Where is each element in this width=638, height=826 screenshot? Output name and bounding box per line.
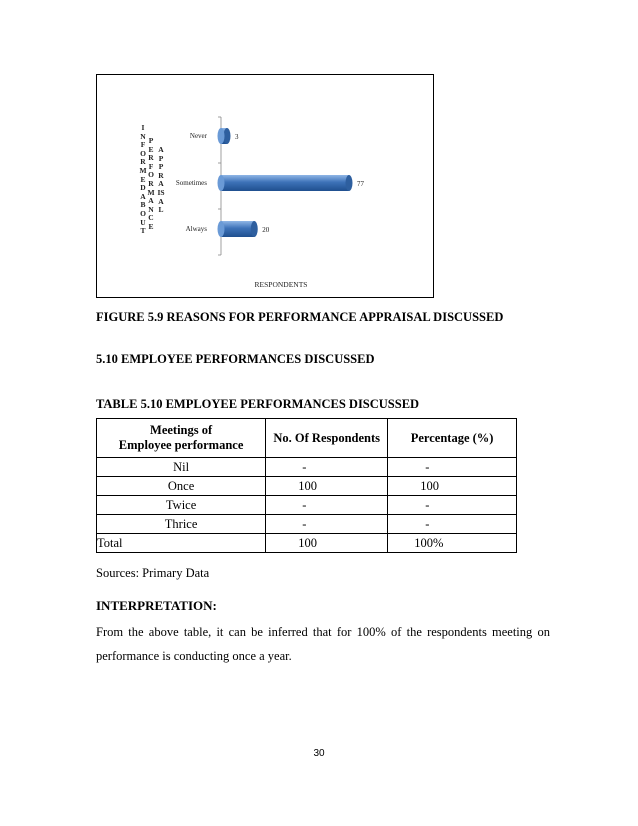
x-axis-title: RESPONDENTS xyxy=(254,280,308,289)
cell-respondents: - xyxy=(266,515,388,534)
data-label-never: 3 xyxy=(235,133,239,141)
cell-respondents: 100 xyxy=(266,477,388,496)
bar-base-sometimes xyxy=(218,175,225,191)
y-axis-title-inner-1: PERFORMANCE xyxy=(147,136,155,231)
table-row xyxy=(97,458,517,477)
bar-always xyxy=(221,221,254,237)
table-caption: TABLE 5.10 EMPLOYEE PERFORMANCES DISCUSSED xyxy=(96,397,420,411)
cell-percentage: 100 xyxy=(388,477,517,496)
figure-caption: FIGURE 5.9 REASONS FOR PERFORMANCE APPRAISAL DISCUSSED xyxy=(96,310,504,324)
header-meetings-text: Meetings of Employee performance xyxy=(118,423,244,452)
section-title: 5.10 EMPLOYEE PERFORMANCES DISCUSSED xyxy=(96,352,375,366)
cell-percentage: - xyxy=(388,496,517,515)
sources-note: Sources: Primary Data xyxy=(96,566,210,580)
header-meetings xyxy=(97,419,266,458)
category-label-always: Always xyxy=(185,225,207,233)
interpretation-title: INTERPRETATION: xyxy=(96,598,217,613)
bar-cap-never xyxy=(224,128,231,144)
header-respondents: No. Of Respondents xyxy=(266,419,388,458)
page-number: 30 xyxy=(313,748,325,759)
table-total-row xyxy=(97,534,517,553)
data-table xyxy=(96,418,517,553)
table-row xyxy=(97,477,517,496)
y-axis-title-inner-2: APPRAISAL xyxy=(157,145,165,215)
cell-total-respondents: 100 xyxy=(266,534,388,553)
bar-base-always xyxy=(218,221,225,237)
cell-percentage: - xyxy=(388,458,517,477)
cell-respondents: - xyxy=(266,496,388,515)
cell-respondents: - xyxy=(266,458,388,477)
y-axis-title-outer: INFORMED ABOUT xyxy=(139,123,147,236)
cell-meetings: Twice xyxy=(97,496,266,515)
cell-meetings: Nil xyxy=(97,458,266,477)
cell-percentage: - xyxy=(388,515,517,534)
table-row xyxy=(97,496,517,515)
table-header-row xyxy=(97,419,517,458)
cell-meetings: Thrice xyxy=(97,515,266,534)
cell-total-label: Total xyxy=(97,534,266,553)
table-row xyxy=(97,515,517,534)
bar-sometimes xyxy=(221,175,349,191)
category-label-never: Never xyxy=(189,132,207,140)
cell-meetings: Once xyxy=(97,477,266,496)
bar-base-never xyxy=(218,128,225,144)
header-percentage: Percentage (%) xyxy=(388,419,517,458)
bar-chart xyxy=(96,74,434,298)
interpretation-text: From the above table, it can be inferred that for 100% of the respondents meeting on performance is conducting once a year. xyxy=(96,625,550,663)
data-label-always: 20 xyxy=(262,226,270,234)
cell-total-percentage: 100% xyxy=(388,534,517,553)
bar-cap-sometimes xyxy=(346,175,353,191)
bar-cap-always xyxy=(251,221,258,237)
data-label-sometimes: 77 xyxy=(357,180,364,188)
category-label-sometimes: Sometimes xyxy=(175,179,207,187)
